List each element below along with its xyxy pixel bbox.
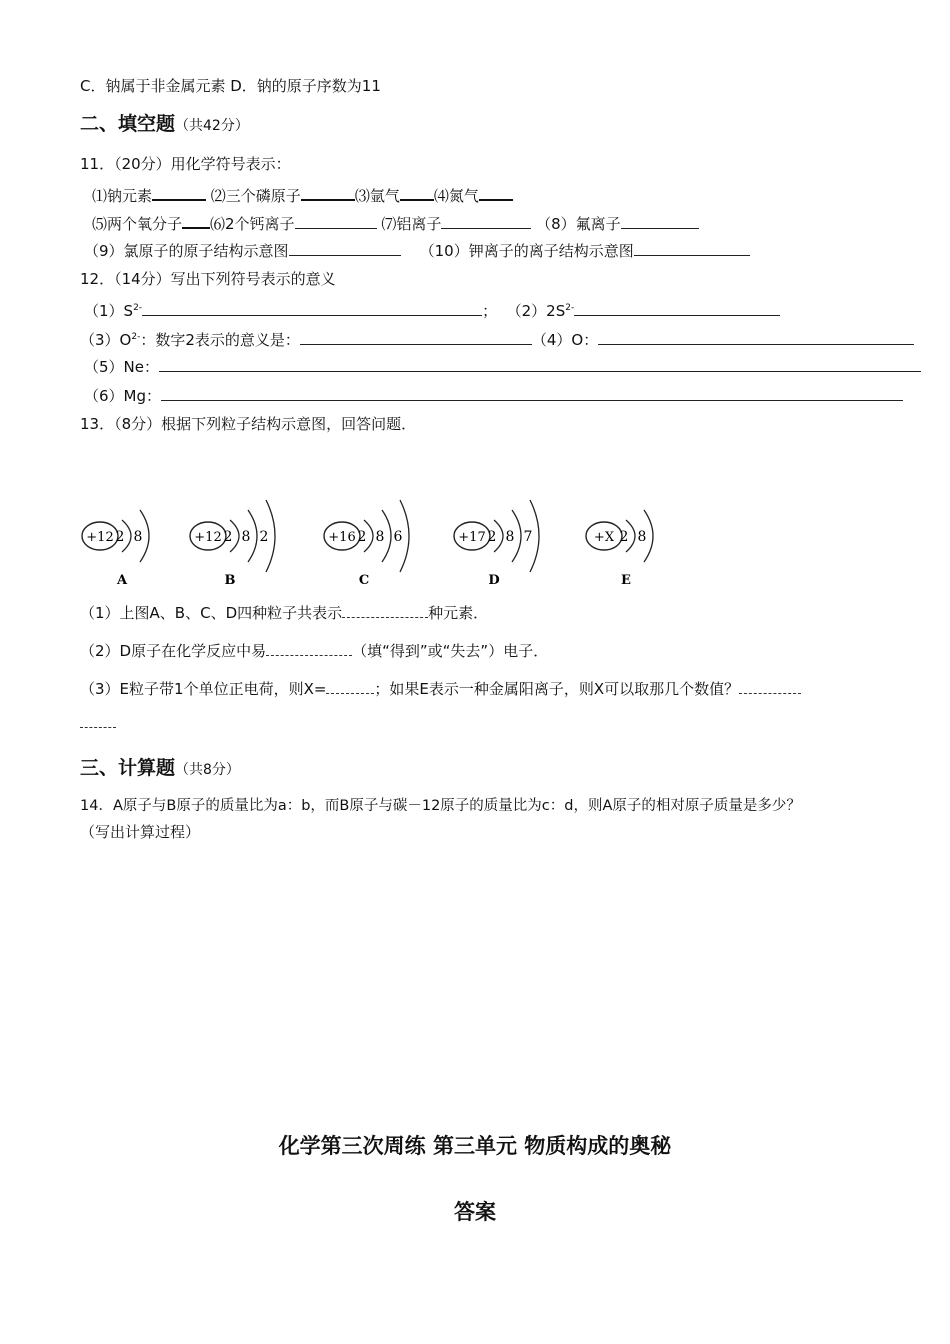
section-3-points: （共8分） — [175, 762, 240, 778]
electron-count-E-2: 8 — [637, 529, 647, 545]
diagram-label-B: B — [224, 573, 236, 588]
q11-item-1: ⑴钠元素 — [92, 187, 153, 205]
q11-row-1 — [92, 184, 513, 206]
q11-row-3 — [84, 240, 750, 261]
q12-item-5: （5）Ne： — [84, 358, 159, 376]
q11-item-5: ⑸两个氧分子 — [92, 215, 183, 233]
q12-blank-2[interactable] — [574, 300, 780, 316]
q11-item-3: ⑶氩气 — [354, 187, 400, 205]
q10-options-cd: C．钠属于非金属元素 D．钠的原子序数为11 — [80, 77, 381, 95]
q11-blank-3[interactable] — [400, 184, 434, 201]
q12-item-1-charge: 2- — [133, 303, 143, 313]
q11-item-10: （10）钾离子的离子结构示意图 — [419, 242, 634, 260]
q11-item-4: ⑷氮气 — [433, 187, 479, 205]
q12-item-2-charge: 2- — [565, 303, 575, 313]
electron-count-B-1: 2 — [223, 529, 233, 545]
q13-blank-1[interactable] — [342, 602, 428, 618]
q13-sub-1 — [80, 602, 488, 623]
q13-blank-2[interactable] — [266, 640, 352, 656]
q11-heading: 11．（20分）用化学符号表示： — [80, 155, 291, 173]
q11-blank-1[interactable] — [152, 184, 206, 201]
q12-row-3 — [84, 356, 921, 377]
q12-item-2: （2）2S — [506, 302, 566, 320]
diagram-label-C: C — [358, 573, 370, 588]
q13-blank-4[interactable] — [739, 678, 801, 694]
q12-item-3-text: ：数字2表示的意义是： — [140, 331, 300, 349]
q12-blank-4[interactable] — [598, 329, 914, 345]
q13-sub-2-text: （2）D原子在化学反应中易 — [80, 642, 267, 660]
q12-row-4 — [84, 385, 903, 406]
q12-item-1: （1）S — [84, 302, 134, 320]
q12-blank-1[interactable] — [142, 300, 482, 316]
q12-row-1 — [84, 298, 780, 321]
q11-blank-5[interactable] — [182, 212, 210, 229]
q13-blank-4-continued[interactable] — [80, 712, 116, 728]
section-2-points: （共42分） — [175, 118, 249, 134]
section-3-title: 三、计算题 — [80, 757, 176, 779]
electron-count-C-3: 6 — [393, 529, 403, 545]
q11-blank-4[interactable] — [479, 184, 513, 201]
electron-count-D-3: 7 — [523, 529, 533, 545]
nucleus-charge-A: +12 — [86, 530, 114, 545]
q11-row-2 — [92, 212, 699, 234]
q13-sub-3-text: （3）E粒子带1个单位正电荷，则X= — [80, 680, 327, 698]
q11-blank-9[interactable] — [289, 240, 401, 256]
q11-blank-7[interactable] — [441, 213, 531, 229]
answer-section-title: 化学第三次周练 第三单元 物质构成的奥秘 — [278, 1134, 672, 1158]
q11-item-9: （9）氯原子的原子结构示意图 — [84, 242, 289, 260]
q14-line-1: 14．A原子与B原子的质量比为a：b，而B原子与碳－12原子的质量比为c：d，则A原子的相对原子质量是多少？ — [80, 798, 801, 814]
nucleus-charge-D: +17 — [458, 530, 486, 545]
q12-blank-3[interactable] — [300, 329, 532, 345]
q12-item-3-charge: 2- — [131, 332, 141, 342]
q13-sub-3 — [80, 678, 801, 699]
q11-item-2: ⑵三个磷原子 — [210, 187, 301, 205]
q12-item-4: （4）O： — [531, 331, 599, 349]
electron-count-D-2: 8 — [505, 529, 515, 545]
q13-sub-1-end: 种元素． — [428, 604, 489, 622]
electron-count-B-2: 8 — [241, 529, 251, 545]
q12-blank-6[interactable] — [161, 385, 903, 401]
diagram-label-D: D — [488, 573, 500, 588]
q13-sub-2 — [80, 640, 548, 661]
electron-count-C-2: 8 — [375, 529, 385, 545]
q13-sub-1-text: （1）上图A、B、C、D四种粒子共表示 — [80, 604, 343, 622]
q12-blank-5[interactable] — [159, 356, 921, 372]
section-3-heading — [80, 758, 240, 780]
electron-count-D-1: 2 — [487, 529, 497, 545]
answer-section-subtitle: 答案 — [454, 1200, 496, 1224]
electron-count-E-1: 2 — [619, 529, 629, 545]
diagram-label-E: E — [621, 573, 631, 588]
q11-item-8: （8）氟离子 — [536, 215, 621, 233]
diagram-label-A: A — [116, 573, 128, 588]
electron-count-C-1: 2 — [357, 529, 367, 545]
q11-blank-8[interactable] — [621, 213, 699, 229]
nucleus-charge-E: +X — [593, 530, 615, 545]
nucleus-charge-C: +16 — [328, 530, 356, 545]
q12-row-2 — [80, 327, 914, 350]
q13-blank-4-cont — [80, 712, 116, 733]
q13-sub-3-end: ；如果E表示一种金属阳离子，则X可以取那几个数值？ — [374, 680, 740, 698]
nucleus-charge-B: +12 — [194, 530, 222, 545]
particle-structure-diagrams — [0, 484, 950, 594]
q11-blank-2[interactable] — [301, 184, 355, 201]
q11-item-6: ⑹2个钙离子 — [210, 215, 295, 233]
q12-item-3: （3）O — [80, 331, 132, 349]
electron-count-A-1: 2 — [115, 529, 125, 545]
q11-blank-10[interactable] — [634, 240, 750, 256]
q12-separator: ； — [482, 302, 498, 320]
q12-item-6: （6）Mg： — [84, 387, 162, 405]
section-2-heading — [80, 114, 249, 136]
q12-heading: 12．（14分）写出下列符号表示的意义 — [80, 270, 336, 288]
q13-sub-2-end: （填“得到”或“失去”）电子． — [352, 642, 549, 660]
electron-count-B-3: 2 — [259, 529, 269, 545]
q11-blank-6[interactable] — [295, 213, 377, 229]
q13-blank-3[interactable] — [326, 678, 374, 694]
q11-item-7: ⑺铝离子 — [381, 215, 442, 233]
q14-line-2: （写出计算过程） — [80, 823, 201, 841]
q13-heading: 13．（8分）根据下列粒子结构示意图，回答问题． — [80, 415, 417, 433]
section-2-title: 二、填空题 — [80, 113, 176, 135]
electron-count-A-2: 8 — [133, 529, 143, 545]
